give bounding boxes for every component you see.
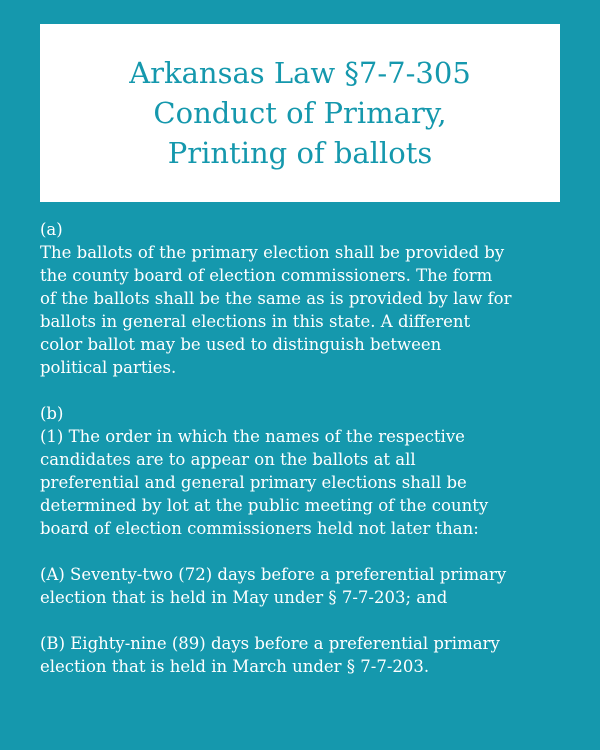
- section-a-line: political parties.: [40, 358, 177, 377]
- section-b-label: (b): [40, 404, 64, 423]
- clause-b-line: election that is held in March under § 7-7-203.: [40, 657, 430, 676]
- section-b-line: (1) The order in which the names of the respective: [40, 427, 465, 446]
- section-b-line: preferential and general primary elections shall be: [40, 473, 467, 492]
- section-a-line: The ballots of the primary election shall be provided by: [40, 243, 505, 262]
- section-a-line: of the ballots shall be the same as is provided by law for: [40, 289, 512, 308]
- section-b-line: board of election commissioners held not later than:: [40, 519, 479, 538]
- section-a-label: (a): [40, 220, 63, 239]
- section-b-line: candidates are to appear on the ballots at all: [40, 450, 416, 469]
- clause-a-line: (A) Seventy-two (72) days before a preferential primary: [40, 565, 507, 584]
- clause-a-line: election that is held in May under § 7-7-203; and: [40, 588, 448, 607]
- title-line-2: Conduct of Primary,: [153, 96, 447, 130]
- section-b-line: determined by lot at the public meeting of the county: [40, 496, 489, 515]
- paragraph-gap: [40, 540, 570, 563]
- title-box: [40, 24, 560, 202]
- law-text: [40, 218, 570, 678]
- section-a-line: ballots in general elections in this state. A different: [40, 312, 471, 331]
- section-a-line: the county board of election commissioners. The form: [40, 266, 493, 285]
- clause-b-line: (B) Eighty-nine (89) days before a preferential primary: [40, 634, 500, 653]
- title-line-3: Printing of ballots: [167, 136, 433, 170]
- section-a-line: color ballot may be used to distinguish between: [40, 335, 442, 354]
- paragraph-gap: [40, 609, 570, 632]
- title-line-1: Arkansas Law §7-7-305: [129, 56, 471, 90]
- paragraph-gap: [40, 379, 570, 402]
